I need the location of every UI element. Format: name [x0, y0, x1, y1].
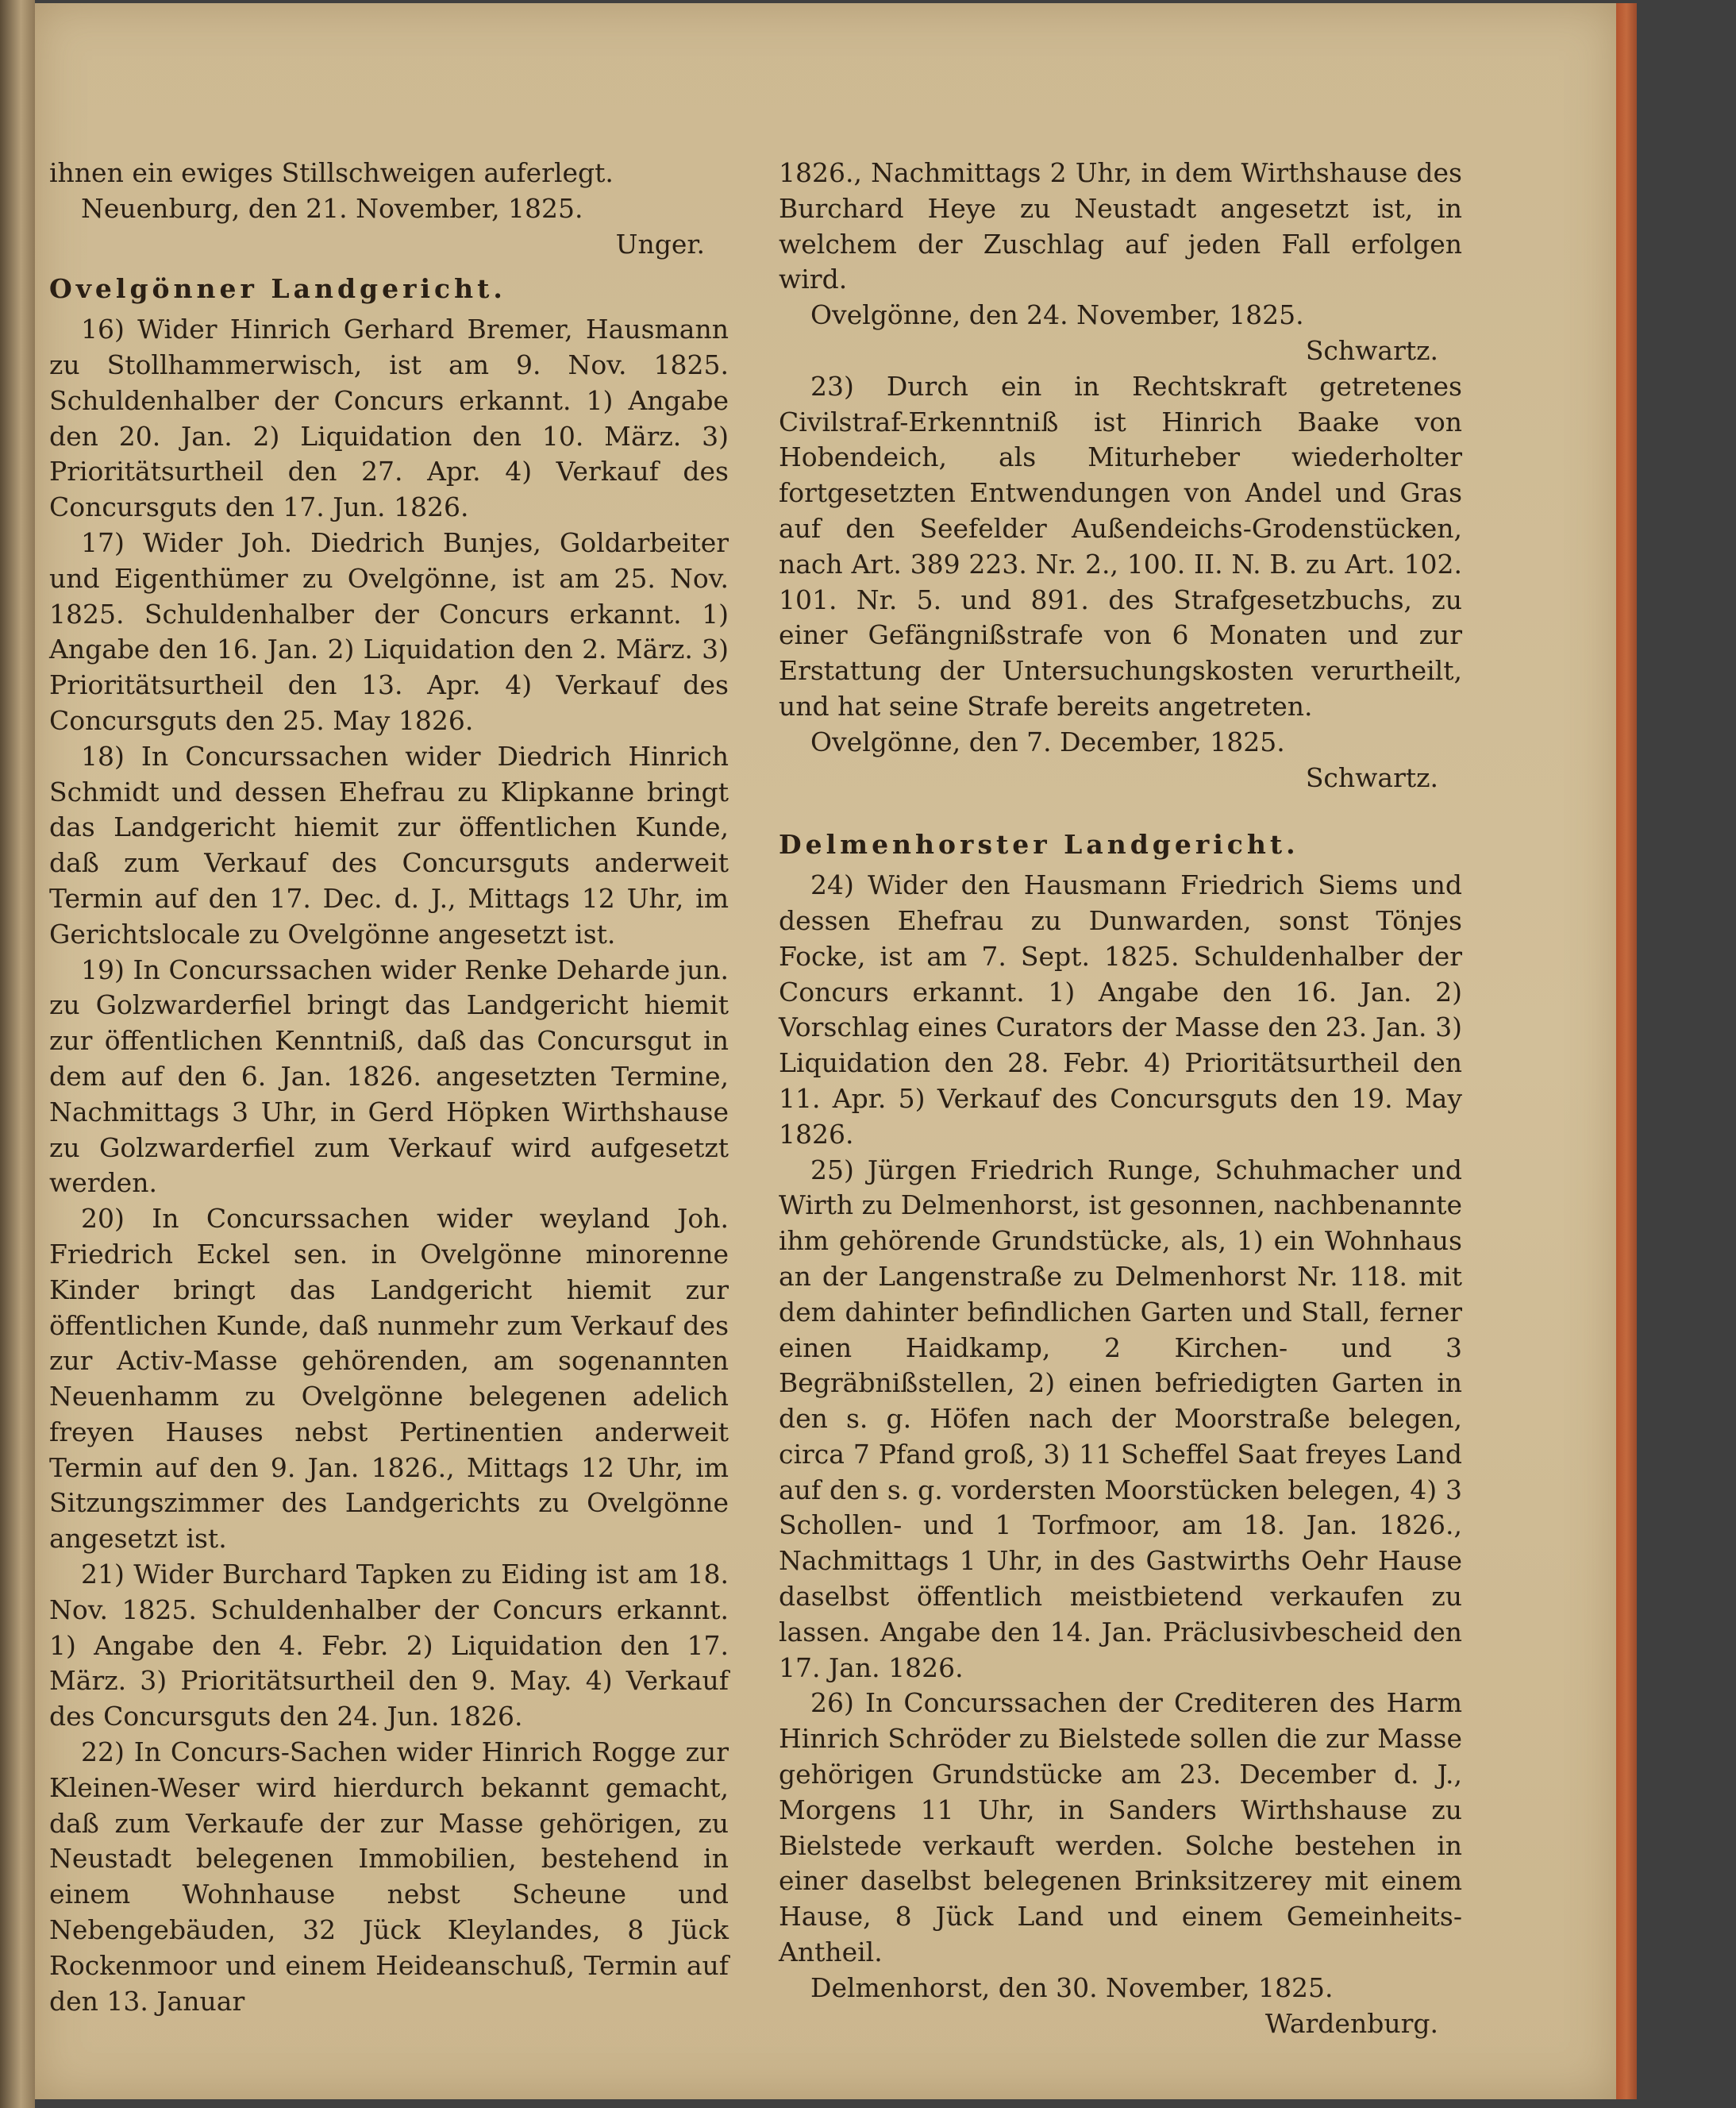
- paragraph-continuation: ihnen ein ewiges Stillschweigen auferlegt.: [49, 157, 614, 188]
- notice-16: 16) Wider Hinrich Gerhard Bremer, Hausmann zu Stollhammerwisch, ist am 9. Nov. 1825. Schuldenhalber der Concurs erkannt. 1) Angabe den 20. Jan. 2) Liquidation den 10. März. 3) Prioritätsurtheil den 27. Apr. 4) Verkauf des Concursguts den 17. Jun. 1826.: [49, 314, 729, 523]
- notice-17: 17) Wider Joh. Diedrich Bunjes, Goldarbeiter und Eigenthümer zu Ovelgönne, ist am 25. Nov. 1825. Schuldenhalber der Concurs erkannt. 1) Angabe den 16. Jan. 2) Liquidation den 2. März. 3) Prioritätsurtheil den 13. Apr. 4) Verkauf des Concursguts den 25. May 1826.: [49, 526, 729, 736]
- notice-26: 26) In Concurssachen der Crediteren des Harm Hinrich Schröder zu Bielstede sollen die zur Masse gehörigen Grundstücke am 23. December d. J., Morgens 11 Uhr, in Sanders Wirthshause zu Bielstede verkauft werden. Solche bestehen in einer daselbst belegenen Brinksitzerey mit einem Hause, 8 Jück Land und einem Gemeinheits-Antheil.: [779, 1687, 1462, 1968]
- dateline: Ovelgönne, den 24. November, 1825.: [810, 299, 1304, 331]
- section-heading: Delmenhorster Landgericht.: [779, 829, 1299, 861]
- left-column: [49, 156, 729, 2019]
- signature: Schwartz.: [1305, 334, 1438, 366]
- dateline: Neuenburg, den 21. November, 1825.: [81, 192, 583, 224]
- notice-21: 21) Wider Burchard Tapken zu Eiding ist am 18. Nov. 1825. Schuldenhalber der Concurs erkannt. 1) Angabe den 4. Febr. 2) Liquidation den 17. März. 3) Prioritätsurtheil den 9. May. 4) Verkauf des Concursguts den 24. Jun. 1826.: [49, 1559, 729, 1732]
- signature: Wardenburg.: [1264, 2007, 1438, 2039]
- notice-20: 20) In Concurssachen wider weyland Joh. Friedrich Eckel sen. in Ovelgönne minorenne Kinder bringt das Landgericht hiemit zur öffentlichen Kunde, daß nunmehr zum Verkauf des zur Activ-Masse gehörenden, am sogenannten Neuenhamm zu Ovelgönne belegenen adelich freyen Hauses nebst Pertinentien anderweit Termin auf den 9. Jan. 1826., Mittags 12 Uhr, im Sitzungszimmer des Landgerichts zu Ovelgönne angesetzt ist.: [49, 1203, 729, 1555]
- signature: Unger.: [615, 228, 705, 260]
- right-column: [779, 156, 1462, 2041]
- dateline: Delmenhorst, den 30. November, 1825.: [810, 1971, 1334, 2003]
- section-heading: Ovelgönner Landgericht.: [49, 273, 506, 305]
- spacer: [779, 796, 1462, 818]
- notice-22: 22) In Concurs-Sachen wider Hinrich Rogge zur Kleinen-Weser wird hierdurch bekannt gemacht, daß zum Verkaufe der zur Masse gehörigen, zu Neustadt belegenen Immobilien, bestehend in einem Wohnhause nebst Scheune und Nebengebäuden, 32 Jück Kleylandes, 8 Jück Rockenmoor und einem Heideanschuß, Termin auf den 13. Januar: [49, 1736, 729, 2017]
- dateline: Ovelgönne, den 7. December, 1825.: [810, 726, 1285, 757]
- notice-19: 19) In Concurssachen wider Renke Deharde jun. zu Golzwarderfiel bringt das Landgericht hiemit zur öffentlichen Kenntniß, daß das Concursgut in dem auf den 6. Jan. 1826. angesetzten Termine, Nachmittags 3 Uhr, in Gerd Höpken Wirthshause zu Golzwarderfiel zum Verkauf wird aufgesetzt werden.: [49, 954, 729, 1199]
- paragraph-continuation: 1826., Nachmittags 2 Uhr, in dem Wirthshause des Burchard Heye zu Neustadt angesetzt ist, in welchem der Zuschlag auf jeden Fall erfolgen wird.: [779, 157, 1462, 295]
- book-edge: [1616, 3, 1637, 2099]
- notice-23: 23) Durch ein in Rechtskraft getretenes Civilstraf-Erkenntniß ist Hinrich Baake von Hobendeich, als Miturheber wiederholter fortgesetzten Entwendungen von Andel und Gras auf den Seefelder Außendeichs-Grodenstücken, nach Art. 389 223. Nr. 2., 100. II. N. B. zu Art. 102. 101. Nr. 5. und 891. des Strafgesetzbuchs, zu einer Gefängnißstrafe von 6 Monaten und zur Erstattung der Untersuchungskosten verurtheilt, und hat seine Strafe bereits angetreten.: [779, 370, 1462, 722]
- notice-24: 24) Wider den Hausmann Friedrich Siems und dessen Ehefrau zu Dunwarden, sonst Tönjes Focke, ist am 7. Sept. 1825. Schuldenhalber der Concurs erkannt. 1) Angabe den 16. Jan. 2) Vorschlag eines Curators der Masse den 23. Jan. 3) Liquidation den 28. Febr. 4) Prioritätsurtheil den 11. Apr. 5) Verkauf des Concursguts den 19. May 1826.: [779, 869, 1462, 1150]
- notice-18: 18) In Concurssachen wider Diedrich Hinrich Schmidt und dessen Ehefrau zu Klipkanne bringt das Landgericht hiemit zur öffentlichen Kunde, daß zum Verkauf des Concursguts anderweit Termin auf den 17. Dec. d. J., Mittags 12 Uhr, im Gerichtslocale zu Ovelgönne angesetzt ist.: [49, 740, 729, 950]
- signature: Schwartz.: [1305, 761, 1438, 793]
- previous-page-edge: [0, 0, 35, 2108]
- notice-25: 25) Jürgen Friedrich Runge, Schuhmacher und Wirth zu Delmenhorst, ist gesonnen, nachbenannte ihm gehörende Grundstücke, als, 1) ein Wohnhaus an der Langenstraße zu Delmenhorst Nr. 118. mit dem dahinter befindlichen Garten und Stall, ferner einen Haidkamp, 2 Kirchen- und 3 Begräbnißstellen, 2) einen befriedigten Garten in den s. g. Höfen nach der Moorstraße belegen, circa 7 Pfand groß, 3) 11 Scheffel Saat freyes Land auf den s. g. vordersten Moorstücken belegen, 4) 3 Schollen- und 1 Torfmoor, am 18. Jan. 1826., Nachmittags 1 Uhr, in des Gastwirths Oehr Hause daselbst öffentlich meistbietend verkaufen zu lassen. Angabe den 14. Jan. Präclusivbescheid den 17. Jan. 1826.: [779, 1154, 1462, 1683]
